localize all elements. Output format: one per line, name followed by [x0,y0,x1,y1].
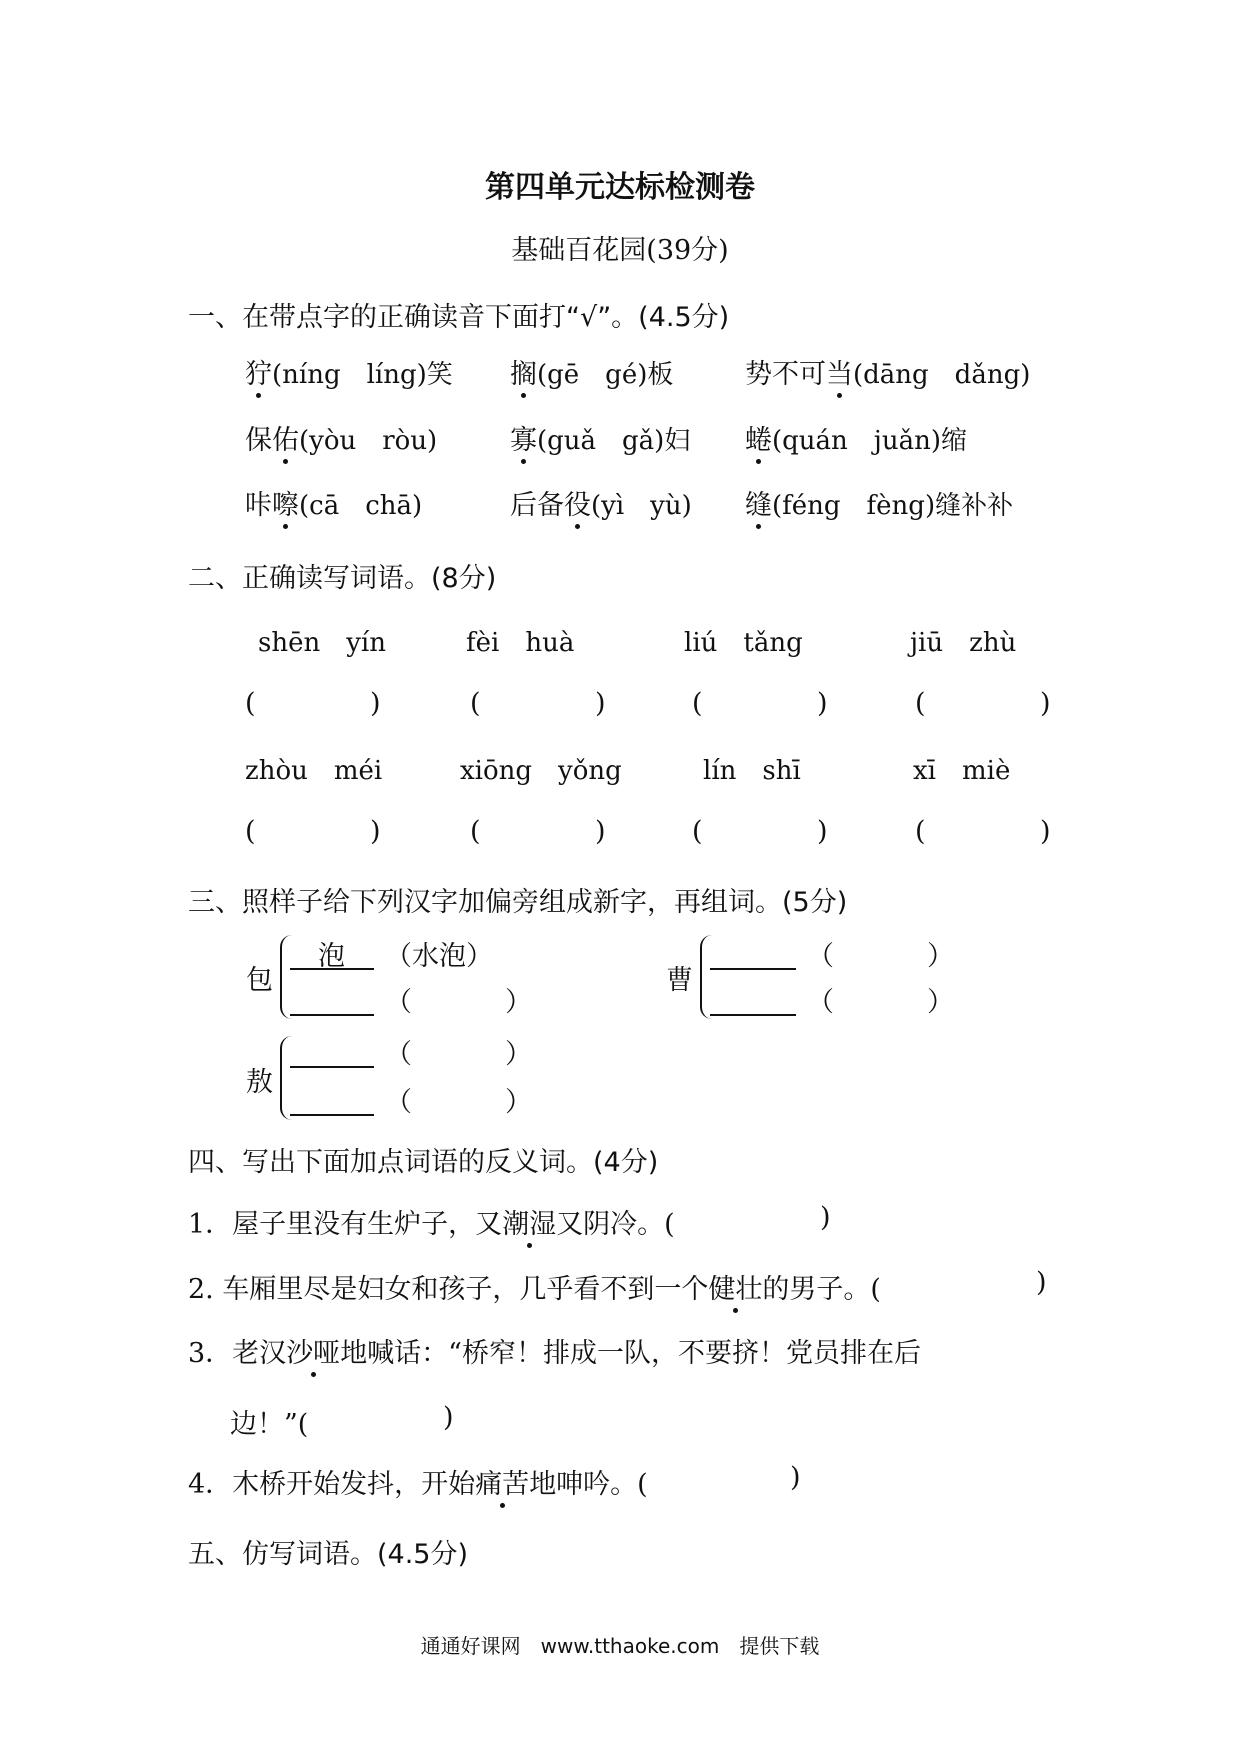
answer-blank-close: ) [790,1462,801,1493]
paren-open[interactable]: （ [385,1039,412,1070]
answer-blank[interactable]: ( [915,688,926,719]
s4-question-cont: 边！”( [230,1409,309,1440]
answer-blank-close: ) [820,1202,831,1233]
paren-open[interactable]: （ [807,987,834,1018]
s1-item: 咔嚓(cā chā) [245,483,422,522]
pinyin-prompt: xiōng yǒng [460,756,622,786]
pinyin-prompt: zhòu méi [245,756,383,786]
answer-blank-close: ) [595,688,606,719]
pinyin-prompt: shēn yín [258,628,386,658]
example-answer: 泡 [318,941,345,972]
fill-blank[interactable] [290,968,374,970]
s1-item: 搁(gē gé)板 [510,352,673,391]
answer-blank[interactable]: ( [692,816,703,847]
section-1-heading: 一、在带点字的正确读音下面打“√”。(4.5分) [188,302,730,333]
brace [280,1036,294,1120]
section-4-heading: 四、写出下面加点词语的反义词。(4分) [188,1147,659,1178]
answer-blank[interactable]: ( [470,688,481,719]
s1-item: 寡(guǎ gǎ)妇 [510,418,690,457]
s4-question: 1．屋子里没有生炉子，又潮湿又阴冷。( [188,1202,675,1241]
answer-blank-close: ) [370,688,381,719]
s1-item: 保佑(yòu ròu) [245,418,437,457]
fill-blank[interactable] [290,1066,374,1068]
answer-blank-close: ) [370,816,381,847]
brace [700,935,714,1019]
base-char: 敖 [246,1067,273,1098]
answer-blank-close: ) [595,816,606,847]
paren-close: ） [927,941,954,972]
section-5-heading: 五、仿写词语。(4.5分) [188,1539,469,1570]
answer-blank[interactable]: ( [915,816,926,847]
answer-blank[interactable]: ( [245,816,256,847]
paren-close: ） [505,987,532,1018]
s1-item: 势不可当(dāng dǎng) [745,352,1030,391]
s4-question: 4．木桥开始发抖，开始痛苦地呻吟。( [188,1462,648,1501]
pinyin-prompt: jiū zhù [910,628,1017,658]
s1-item: 后备役(yì yù) [510,483,692,522]
answer-blank-close: ) [1040,816,1051,847]
s4-question: 2. 车厢里尽是妇女和孩子，几乎看不到一个健壮的男子。( [188,1267,881,1306]
footer-source: 通通好课网 www.tthaoke.com 提供下载 [420,1634,820,1658]
paren-close: ） [505,1039,532,1070]
page-subtitle: 基础百花园(39分) [511,235,729,266]
pinyin-prompt: xī miè [913,756,1011,786]
fill-blank[interactable] [290,1114,374,1116]
section-3-heading: 三、照样子给下列汉字加偏旁组成新字，再组词。(5分) [188,887,848,918]
answer-blank-close: ) [817,816,828,847]
s4-question: 3．老汉沙哑地喊话：“桥窄！排成一队，不要挤！党员排在后 [188,1331,921,1370]
pinyin-prompt: liú tǎng [684,628,803,658]
s1-item: 蜷(quán juǎn)缩 [745,418,967,457]
answer-blank-close: ) [443,1402,454,1433]
s1-item: 缝(féng fèng)缝补补 [745,483,1013,522]
base-char: 曹 [666,965,693,996]
answer-blank[interactable]: ( [245,688,256,719]
fill-blank[interactable] [290,1014,374,1016]
paren-open[interactable]: （ [385,1087,412,1118]
base-char: 包 [246,965,273,996]
pinyin-prompt: fèi huà [466,628,575,658]
answer-blank-close: ) [1040,688,1051,719]
paren-open[interactable]: （ [385,987,412,1018]
paren-open[interactable]: （ [807,941,834,972]
s1-item: 狞(níng líng)笑 [245,352,453,391]
fill-blank[interactable] [710,968,796,970]
fill-blank[interactable] [710,1014,796,1016]
answer-blank[interactable]: ( [692,688,703,719]
answer-blank-close: ) [1036,1267,1047,1298]
paren-close: ） [505,1087,532,1118]
answer-blank-close: ) [817,688,828,719]
page-title: 第四单元达标检测卷 [485,170,755,205]
paren-close: ） [927,987,954,1018]
pinyin-prompt: lín shī [703,756,801,786]
brace [280,935,294,1019]
example-word: （水泡） [385,941,493,972]
section-2-heading: 二、正确读写词语。(8分) [188,563,497,594]
answer-blank[interactable]: ( [470,816,481,847]
